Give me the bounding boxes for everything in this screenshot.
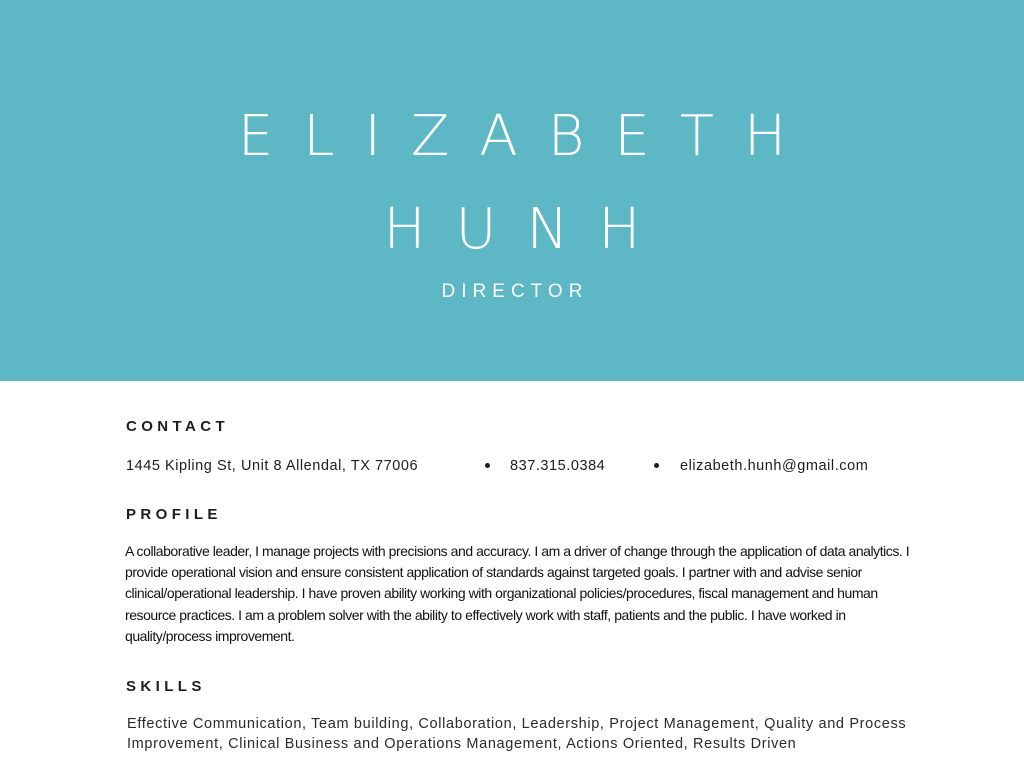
first-name: ELIZABETH [237, 104, 817, 169]
bullet-separator [485, 463, 490, 468]
profile-heading: PROFILE [126, 506, 222, 523]
skills-heading: SKILLS [126, 678, 206, 695]
profile-text: A collaborative leader, I manage projects with precisions and accuracy. I am a driver of change through the application of data analytics. I provide operational vision and ensure consistent application of standards against targeted goals. I partner with and advise senior clinical/operational leadership. I have proven ability working with organizational policies/procedures, fiscal management and human resource practices. I am a problem solver with the ability to effectively work with staff, patients and the public. I have worked in quality/process improvement. [125, 543, 910, 644]
contact-address: 1445 Kipling St, Unit 8 Allendal, TX 77006 [126, 458, 419, 474]
contact-heading: CONTACT [126, 418, 230, 435]
job-title: DIRECTOR [441, 281, 589, 302]
last-name: HUNH [383, 197, 671, 262]
contact-email: elizabeth.hunh@gmail.com [680, 458, 869, 474]
header-banner [0, 0, 1024, 381]
contact-phone: 837.315.0384 [510, 458, 606, 474]
bullet-separator [654, 463, 659, 468]
skills-text: Effective Communication, Team building, Collaboration, Leadership, Project Management, Quality and Process Improvement, Clinical Business and Operations Management, Actions Oriented, Results Driven [127, 716, 907, 752]
